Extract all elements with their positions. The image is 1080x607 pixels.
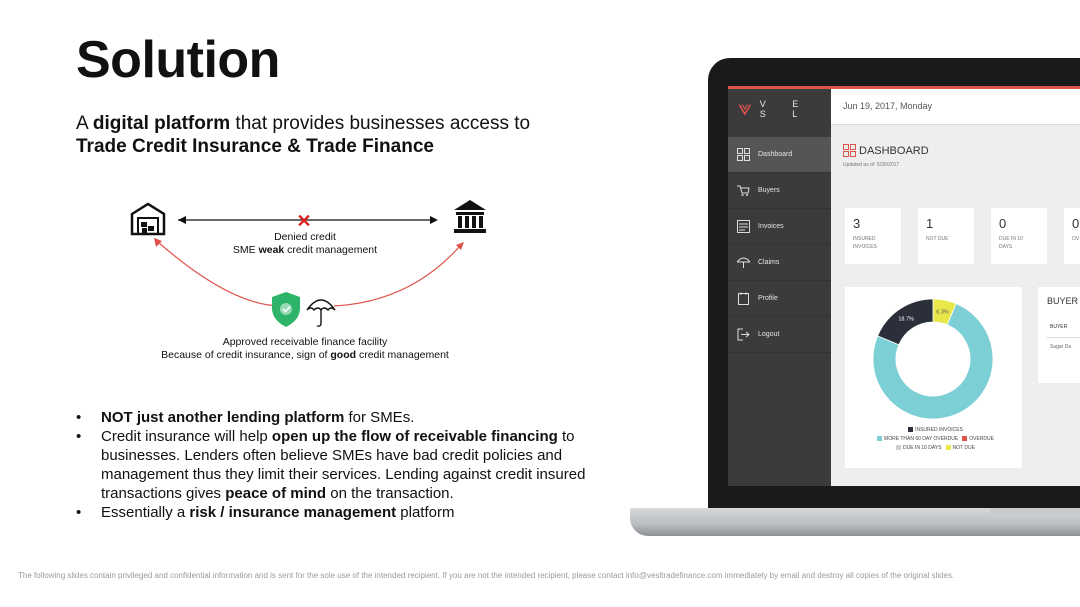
bullet-text: Credit insurance will help <box>101 428 272 445</box>
sidebar-item-profile[interactable] <box>728 281 831 317</box>
subtitle-text: that provides businesses access to <box>230 113 531 134</box>
vesl-logo[interactable] <box>738 99 831 119</box>
legend-label: OVERDUE <box>969 436 994 442</box>
sidebar-item-logout[interactable] <box>728 317 831 353</box>
bullet-bold: open up the flow of receivable financing <box>271 428 558 445</box>
data-label: 18.7% <box>898 316 914 323</box>
bullet-text: on the transaction. <box>326 485 454 502</box>
sidebar-item-label: Buyers <box>758 187 780 194</box>
dashboard-title <box>843 144 929 157</box>
stat-label: INSURED INVOICES <box>853 236 877 250</box>
stat-card-overdue[interactable] <box>1064 208 1080 264</box>
vesl-logo-icon <box>738 99 752 119</box>
divider <box>1046 337 1080 338</box>
current-date: Jun 19, 2017, Monday <box>843 101 933 111</box>
list-item <box>76 427 606 503</box>
buyers-card <box>1038 287 1080 383</box>
laptop-notch <box>990 508 1080 516</box>
legend-swatch <box>908 427 913 432</box>
list-item <box>76 408 606 427</box>
app-sidebar <box>728 89 831 486</box>
dashboard-title-text: DASHBOARD <box>859 144 929 157</box>
confidentiality-footer: The following slides contain privileged and confidential information and is sent for the sole use of the intended recipient. If you are not the intended recipient, please contact info@vesltradefinance.com immediately by email and destroy all copies of the original slides. <box>18 571 955 580</box>
logo-text: V E S L <box>759 99 811 119</box>
subtitle <box>76 112 530 158</box>
buyers-card-title: BUYER <box>1047 296 1079 306</box>
stat-card-insured[interactable] <box>845 208 901 264</box>
data-label: 75.0% <box>965 417 982 422</box>
bullet-list <box>76 408 606 522</box>
dashboard-header <box>843 144 929 168</box>
list-item <box>76 503 606 522</box>
bullet-text: Essentially a <box>101 504 190 521</box>
sidebar-item-dashboard[interactable] <box>728 137 831 173</box>
chart-legend <box>845 426 1022 453</box>
laptop-mockup <box>630 58 1080 548</box>
updated-date: Updated as of: 5/30/2017 <box>843 162 900 168</box>
legend-label: NOT DUE <box>952 445 975 451</box>
dashboard-icon <box>843 144 856 157</box>
denied-label <box>120 231 490 257</box>
approved-text: credit management <box>356 349 449 361</box>
bullet-bold: risk / insurance management <box>189 504 397 521</box>
bullet-text: to businesses. Lenders often believe SMEs have bad credit policies and management thus they limit their services. Lending against credit insured transactions gives <box>101 428 586 502</box>
denied-line1: Denied credit <box>274 231 336 243</box>
approved-line1: Approved receivable finance facility <box>222 336 388 348</box>
donut-chart <box>845 287 1022 422</box>
sidebar-item-label: Profile <box>758 295 778 302</box>
warehouse-icon <box>132 204 164 234</box>
legend-label: INSURED INVOICES <box>915 427 963 433</box>
denied-bold: weak <box>258 244 285 256</box>
app-topbar <box>831 89 1080 125</box>
credit-diagram <box>120 190 500 370</box>
legend-swatch <box>896 445 901 450</box>
stat-value: 0 <box>1072 216 1080 231</box>
stat-label: NOT DUE <box>926 236 949 242</box>
sidebar-item-label: Logout <box>758 331 780 338</box>
shield-icon <box>272 292 300 327</box>
sidebar-item-label: Invoices <box>758 223 784 230</box>
legend-row <box>845 435 1022 444</box>
subtitle-bold-line2: Trade Credit Insurance & Trade Finance <box>76 136 434 157</box>
cart-icon <box>736 184 750 198</box>
denied-text: SME <box>232 244 259 256</box>
legend-row <box>845 444 1022 453</box>
bullet-bold: peace of mind <box>225 485 327 502</box>
cross-mark: ✕ <box>296 211 312 231</box>
bank-icon <box>454 200 486 233</box>
approved-label <box>120 336 490 362</box>
page-title: Solution <box>76 31 280 89</box>
stat-label: OV <box>1072 236 1080 242</box>
sidebar-item-claims[interactable] <box>728 245 831 281</box>
profile-icon <box>736 292 750 306</box>
legend-swatch <box>877 436 882 441</box>
approved-bold: good <box>330 349 357 361</box>
logout-icon <box>736 328 750 342</box>
app-screen <box>728 86 1080 486</box>
stat-card-due-10-days[interactable] <box>991 208 1047 264</box>
stat-value: 1 <box>926 216 934 231</box>
sidebar-item-label: Dashboard <box>758 151 793 158</box>
table-row[interactable]: Sugar Da <box>1050 344 1072 350</box>
legend-label: MORE THAN 60 DAY OVERDUE <box>884 436 959 442</box>
stat-label: DUE IN 10 DAYS <box>999 236 1023 250</box>
approved-text: Because of credit insurance, sign of <box>161 349 331 361</box>
bullet-text: platform <box>396 504 455 521</box>
legend-swatch <box>962 436 967 441</box>
dashboard-icon <box>736 148 750 162</box>
umbrella-icon <box>736 256 750 270</box>
invoice-icon <box>736 220 750 234</box>
legend-row <box>845 426 1022 435</box>
stat-value: 0 <box>999 216 1007 231</box>
subtitle-text: A <box>76 113 93 134</box>
legend-swatch <box>946 445 951 450</box>
stat-card-not-due[interactable] <box>918 208 974 264</box>
bullet-bold: NOT just another lending platform <box>101 409 345 426</box>
umbrella-icon <box>307 300 335 326</box>
legend-label: DUE IN 10 DAYS <box>903 445 942 451</box>
bullet-text: for SMEs. <box>344 409 415 426</box>
sidebar-item-label: Claims <box>758 259 780 266</box>
data-label: 6.3% <box>936 309 949 316</box>
subtitle-bold: digital platform <box>92 113 231 134</box>
buyers-column-header: BUYER <box>1050 324 1068 330</box>
invoice-status-chart-card <box>845 287 1022 468</box>
sidebar-nav <box>728 137 831 353</box>
sidebar-item-invoices[interactable] <box>728 209 831 245</box>
sidebar-item-buyers[interactable] <box>728 173 831 209</box>
stat-value: 3 <box>853 216 861 231</box>
denied-text: credit management <box>284 244 378 256</box>
